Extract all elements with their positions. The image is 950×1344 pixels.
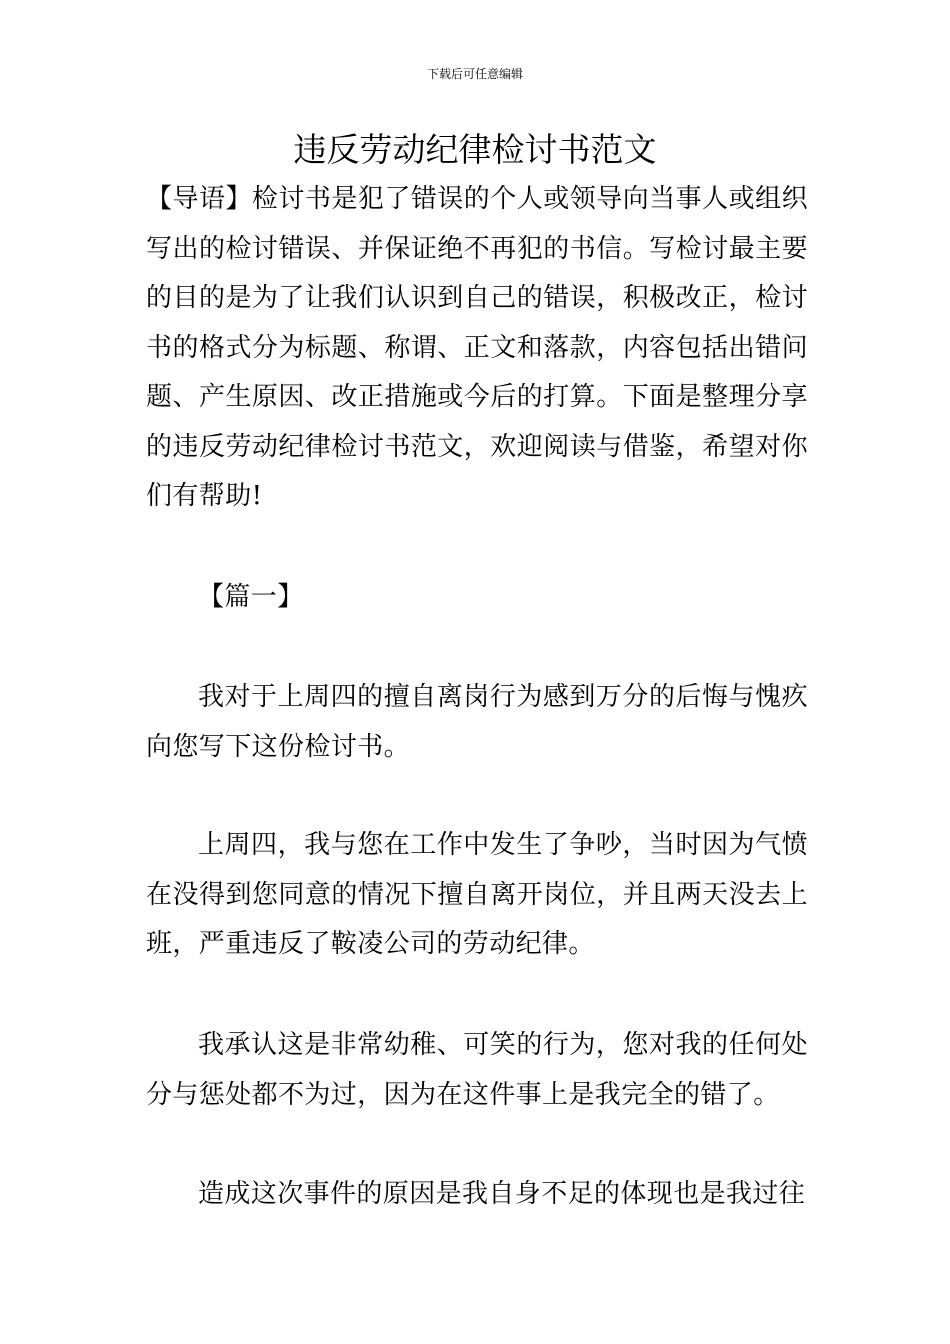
intro-paragraph: 【导语】检讨书是犯了错误的个人或领导向当事人或组织写出的检讨错误、并保证绝不再犯的书信。写检讨最主要的目的是为了让我们认识到自己的错误，积极改正，检讨书的格式分为标题、称谓、正文和落款，内容包括出错问题、产生原因、改正措施或今后的打算。下面是整理分享的违反劳动纪律检讨书范文，欢迎阅读与借鉴，希望对你们有帮助!	[146, 184, 808, 511]
body-paragraph: 上周四，我与您在工作中发生了争吵，当时因为气愤在没得到您同意的情况下擅自离开岗位，并且两天没去上班，严重违反了鞍凌公司的劳动纪律。	[146, 830, 808, 959]
section-heading: 【篇一】	[198, 582, 304, 612]
body-paragraph: 造成这次事件的原因是我自身不足的体现也是我过往	[198, 1179, 806, 1209]
header-note: 下载后可任意编辑	[426, 67, 523, 81]
document-title: 违反劳动纪律检讨书范文	[293, 130, 657, 169]
body-paragraph: 我对于上周四的擅自离岗行为感到万分的后悔与愧疚向您写下这份检讨书。	[146, 682, 808, 762]
body-paragraph: 我承认这是非常幼稚、可笑的行为，您对我的任何处分与惩处都不为过，因为在这件事上是我完全的错了。	[146, 1030, 808, 1110]
